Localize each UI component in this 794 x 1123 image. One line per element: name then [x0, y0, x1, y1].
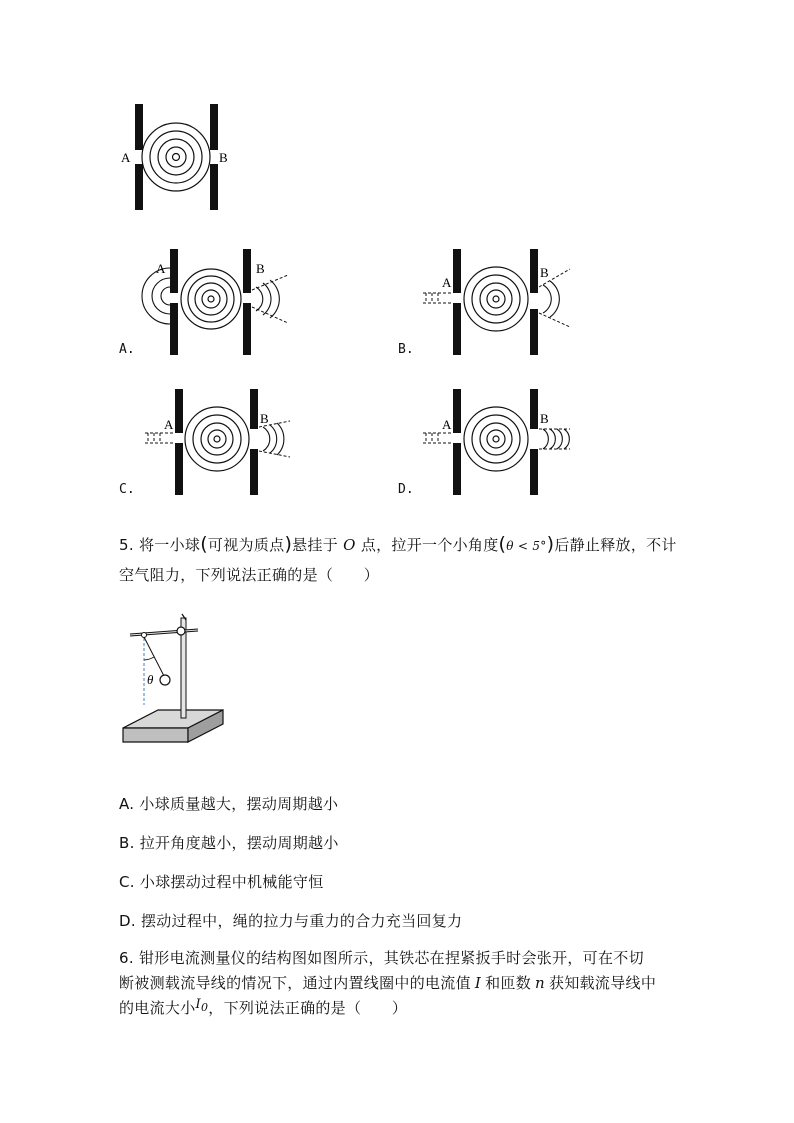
q5-option-a: A. 小球质量越大，摆动周期越小 [119, 795, 339, 813]
option-c-figure [140, 385, 300, 497]
q5-stem-line1: 5. 将一小球(可视为质点)悬挂于 O 点，拉开一个小角度(θ < 5°)后静止释放，不计 [119, 533, 677, 555]
angle-condition: θ < 5° [506, 539, 547, 553]
q5-option-d: D. 摆动过程中，绳的拉力与重力的合力充当回复力 [119, 912, 463, 930]
pendulum-figure [118, 610, 228, 752]
option-b-letter: B. [398, 342, 414, 357]
q5-option-b: B. 拉开角度越小，摆动周期越小 [119, 834, 339, 852]
label-b: B [219, 150, 228, 165]
option-b-figure [418, 245, 578, 357]
label-a: A [156, 261, 166, 276]
q5-option-c: C. 小球摆动过程中机械能守恒 [119, 873, 324, 891]
theta-label: θ [147, 672, 154, 687]
label-b: B [540, 265, 549, 280]
q5-stem-line2: 空气阻力，下列说法正确的是（ ） [119, 566, 380, 584]
point-o: O [343, 536, 356, 554]
option-a-letter: A. [119, 342, 135, 357]
option-d-figure [418, 385, 578, 497]
label-a: A [442, 417, 452, 432]
label-b: B [256, 261, 265, 276]
symbol-i: I [474, 974, 482, 992]
label-b: B [260, 411, 269, 426]
option-d-letter: D. [398, 482, 414, 497]
option-c-letter: C. [119, 482, 135, 497]
q6-stem-line3: 的电流大小I0，下列说法正确的是（ ） [119, 997, 408, 1017]
symbol-n: n [535, 974, 546, 992]
concentric-waves [142, 123, 210, 191]
symbol-i0: I [195, 997, 201, 1012]
q6-stem-line2: 断被测载流导线的情况下，通过内置线圈中的电流值 I 和匝数 n 获知载流导线中 [119, 974, 657, 992]
label-a: A [164, 417, 174, 432]
q5-number: 5. [119, 536, 134, 554]
option-a-figure [140, 245, 300, 357]
label-b: B [540, 411, 549, 426]
q6-stem-line1: 6. 钳形电流测量仪的结构图如图所示，其铁芯在捏紧扳手时会张开，可在不切 [119, 949, 644, 967]
top-wave-figure [118, 100, 238, 215]
label-a: A [442, 275, 452, 290]
label-a: A [121, 150, 131, 165]
